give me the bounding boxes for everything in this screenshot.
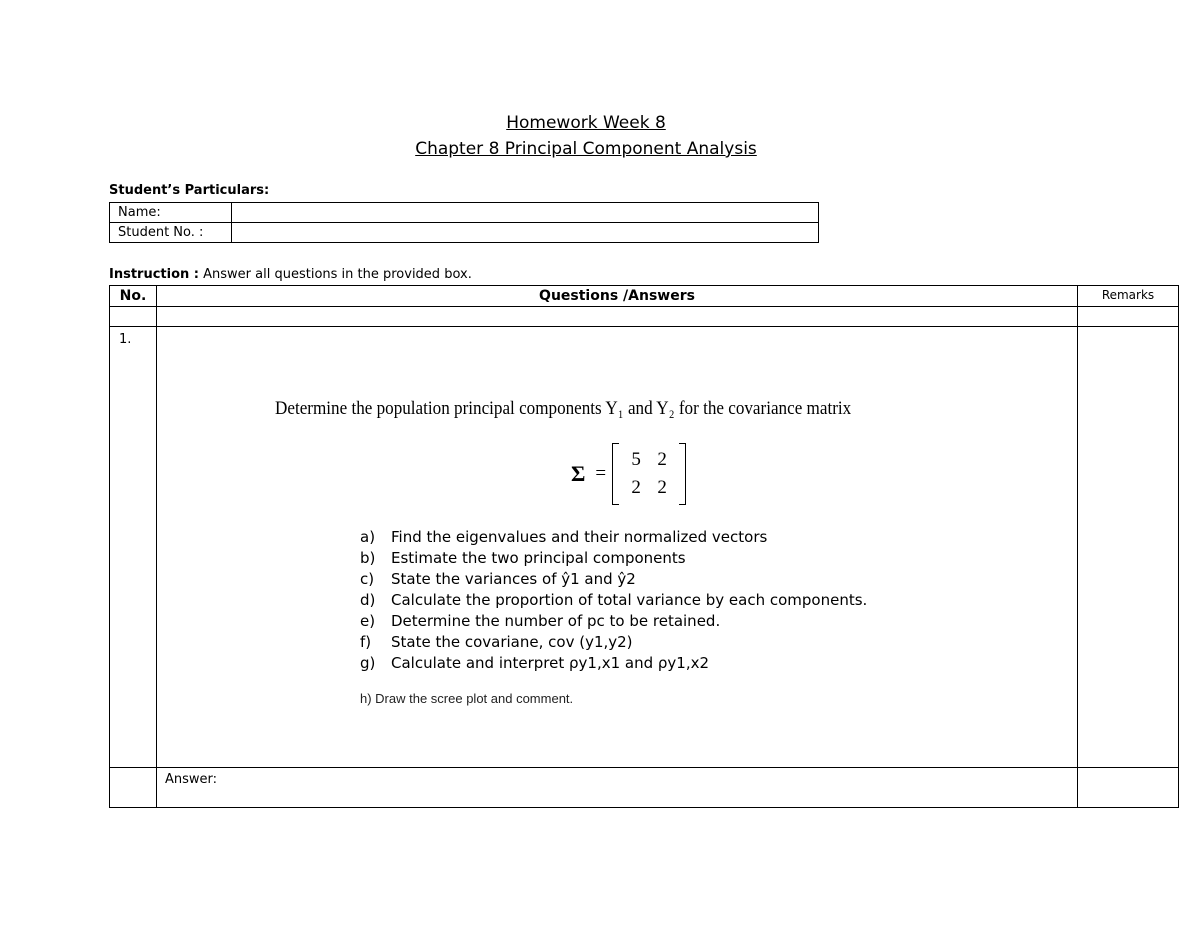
part-item bbox=[360, 590, 867, 611]
qa-table bbox=[109, 285, 1179, 808]
blank-cell bbox=[110, 768, 157, 808]
part-item bbox=[360, 527, 867, 548]
question-parts bbox=[360, 527, 867, 674]
name-label: Name: bbox=[110, 203, 232, 223]
question-prompt: Determine the population principal components Y₁ and Y₂ for the covariance matrix bbox=[275, 398, 852, 419]
matrix-cell: 2 bbox=[657, 449, 667, 470]
part-letter: b) bbox=[360, 549, 376, 567]
part-h: h) Draw the scree plot and comment. bbox=[360, 691, 574, 706]
blank-cell bbox=[1078, 307, 1179, 327]
part-letter: e) bbox=[360, 612, 376, 630]
matrix-grid bbox=[619, 449, 679, 499]
part-text: Estimate the two principal components bbox=[391, 549, 686, 567]
matrix-cell: 2 bbox=[631, 477, 641, 498]
col-qa-header: Questions /Answers bbox=[157, 286, 1078, 307]
answer-label: Answer: bbox=[165, 772, 218, 787]
part-text: State the covariane, cov (y1,y2) bbox=[391, 633, 633, 651]
col-remarks-header: Remarks bbox=[1078, 286, 1179, 307]
right-bracket bbox=[679, 443, 686, 505]
matrix-cell: 2 bbox=[657, 477, 667, 498]
part-item bbox=[360, 632, 867, 653]
question-cell bbox=[157, 327, 1078, 768]
student-no-field[interactable] bbox=[232, 223, 819, 243]
answer-cell[interactable] bbox=[157, 768, 1078, 808]
part-text: State the variances of ŷ1 and ŷ2 bbox=[391, 570, 636, 588]
instruction-text: Answer all questions in the provided box. bbox=[199, 267, 472, 282]
part-item bbox=[360, 548, 867, 569]
part-text: Calculate the proportion of total variance by each components. bbox=[391, 591, 868, 609]
matrix-cell: 5 bbox=[631, 449, 641, 470]
part-letter: g) bbox=[360, 654, 376, 672]
part-text: Determine the number of pc to be retained. bbox=[391, 612, 721, 630]
question-number: 1. bbox=[110, 327, 157, 768]
part-text: Find the eigenvalues and their normalized vectors bbox=[391, 528, 768, 546]
left-bracket bbox=[612, 443, 619, 505]
part-item bbox=[360, 569, 867, 590]
student-no-label: Student No. : bbox=[110, 223, 232, 243]
instruction-line bbox=[109, 267, 472, 282]
chapter-title: Chapter 8 Principal Component Analysis bbox=[415, 139, 757, 159]
part-letter: f) bbox=[360, 633, 372, 651]
part-text: Calculate and interpret ρy1,x1 and ρy1,x2 bbox=[391, 654, 710, 672]
covariance-matrix bbox=[571, 443, 686, 505]
name-field[interactable] bbox=[232, 203, 819, 223]
equals-sign: = bbox=[595, 463, 607, 484]
col-no-header: No. bbox=[110, 286, 157, 307]
part-letter: d) bbox=[360, 591, 376, 609]
question-image bbox=[157, 327, 1077, 767]
blank-cell bbox=[157, 307, 1078, 327]
particulars-table bbox=[109, 202, 819, 243]
instruction-label: Instruction : bbox=[109, 267, 199, 282]
remarks-cell[interactable] bbox=[1078, 327, 1179, 768]
part-letter: c) bbox=[360, 570, 375, 588]
part-item bbox=[360, 653, 867, 674]
particulars-heading: Student’s Particulars: bbox=[109, 183, 270, 198]
part-item bbox=[360, 611, 867, 632]
part-letter: a) bbox=[360, 528, 376, 546]
remarks-cell[interactable] bbox=[1078, 768, 1179, 808]
homework-title: Homework Week 8 bbox=[506, 113, 666, 133]
sigma-symbol: Σ bbox=[571, 461, 586, 486]
blank-cell bbox=[110, 307, 157, 327]
